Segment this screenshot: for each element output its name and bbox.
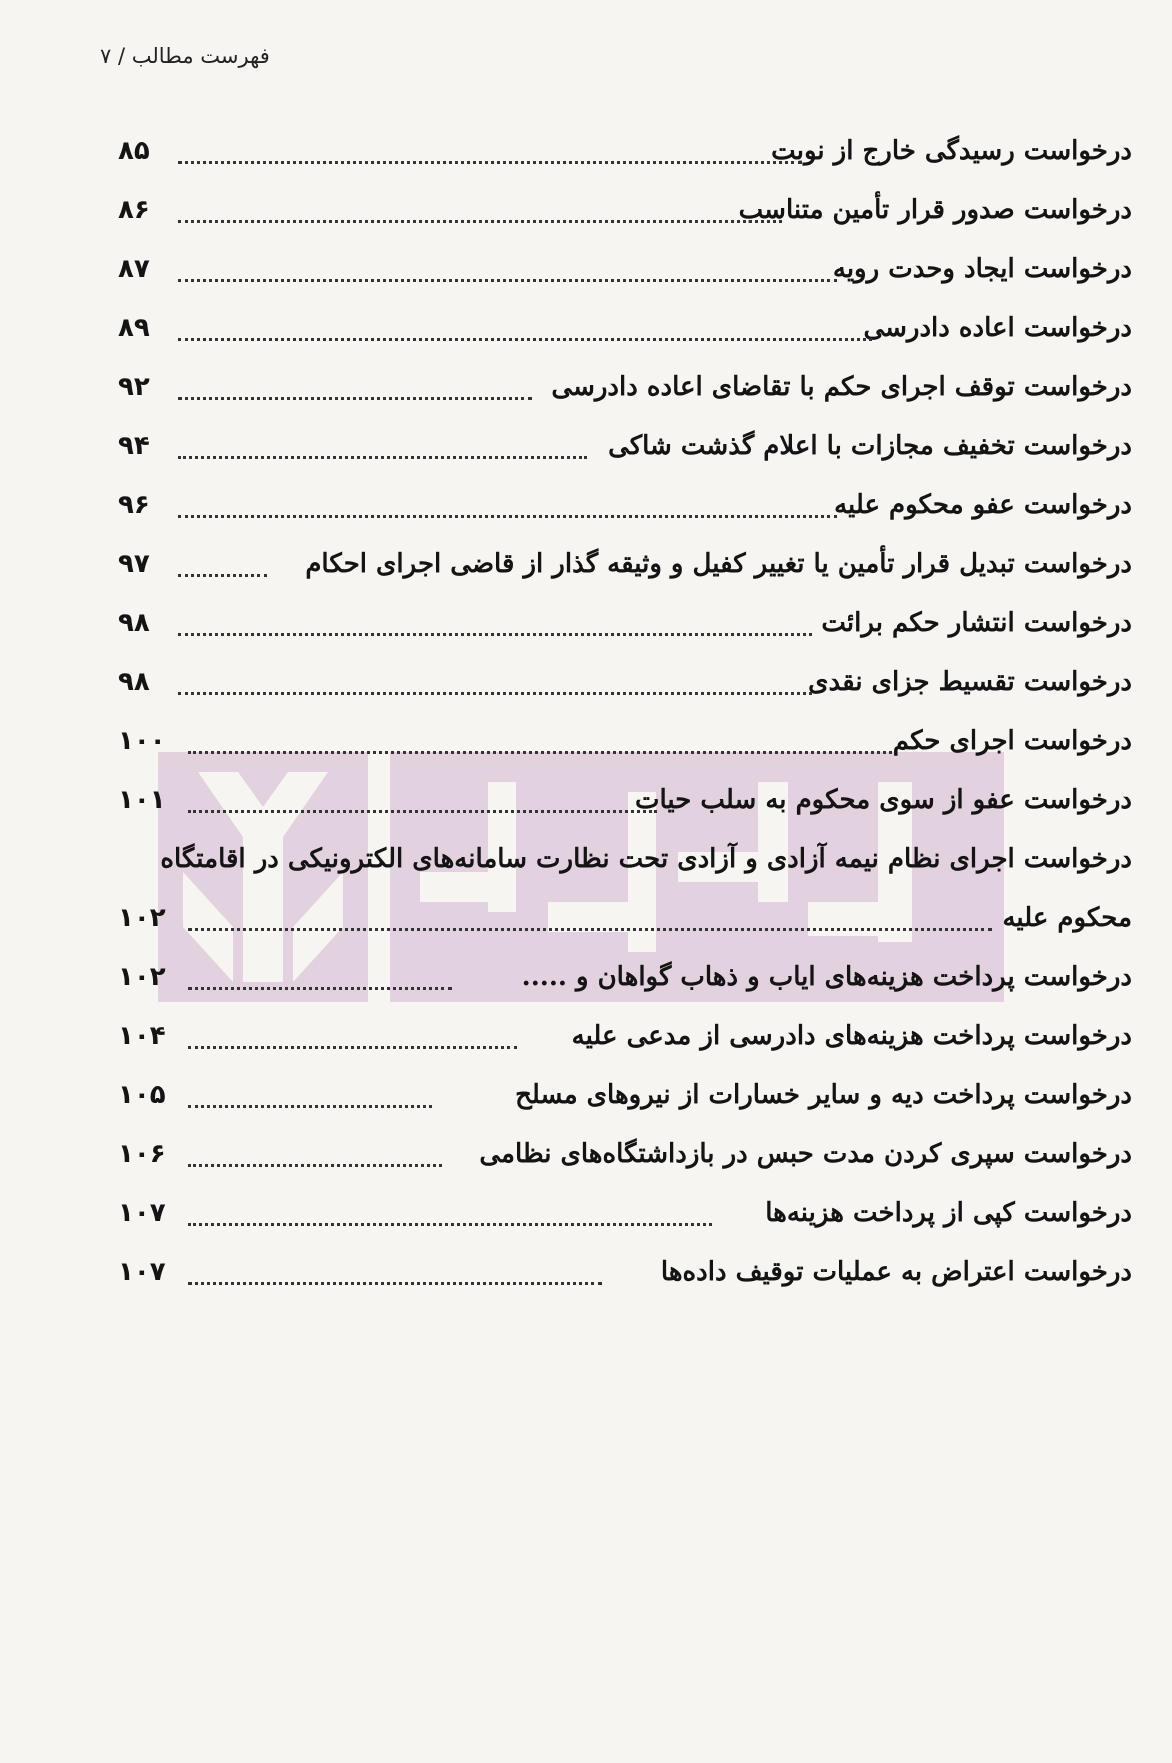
dot-leader [178,279,837,282]
toc-entry-continuation: محکوم علیه [1002,903,1132,933]
dot-leader [188,987,452,990]
toc-page-number: ۱۰۲ [118,962,166,992]
toc-page-number: ۱۰۴ [118,1021,166,1051]
toc-page-number: ۹۸ [118,608,150,638]
toc-entry [118,885,1132,951]
toc-entry [118,118,1132,184]
toc-page-number: ۹۲ [118,372,150,402]
toc-entry-title: درخواست عفو از سوی محکوم به سلب حیات [635,785,1132,815]
toc-page-number: ۱۰۰ [118,726,166,756]
toc-entry [118,1121,1132,1187]
toc-entry [118,472,1132,538]
toc-entry-first-line [118,826,1132,892]
toc-entry [118,767,1132,833]
toc-entry-title: درخواست توقف اجرای حکم با تقاضای اعاده دادرسی [551,372,1132,402]
dot-leader [188,751,892,754]
toc-page-number: ۹۷ [118,549,150,579]
toc-entry [118,236,1132,302]
toc-entry-title: درخواست اجرای حکم [892,726,1132,756]
running-head: فهرست مطالب / ۷ [100,44,270,68]
toc-entry-title: درخواست تقسیط جزای نقدی [808,667,1132,697]
toc-entry-title: درخواست کپی از پرداخت هزینه‌ها [765,1198,1132,1228]
toc-entry [118,531,1132,597]
toc-entry-title: درخواست اجرای نظام نیمه آزادی و آزادی تحت نظارت سامانه‌های الکترونیکی در اقامتگاه [160,844,1132,874]
toc-entry-title: درخواست سپری کردن مدت حبس در بازداشتگاه‌های نظامی [479,1139,1132,1169]
dot-leader [188,1046,517,1049]
toc-entry-title: درخواست پرداخت هزینه‌های ایاب و ذهاب گواهان و ..... [521,962,1132,992]
dot-leader [178,161,802,164]
toc-page-number: ۱۰۷ [118,1257,166,1287]
toc-page-number: ۹۶ [118,490,150,520]
dot-leader [178,574,267,577]
toc-page-number: ۱۰۶ [118,1139,166,1169]
dot-leader [178,692,812,695]
toc-page-number: ۱۰۵ [118,1080,166,1110]
toc-entry-title: درخواست انتشار حکم برائت [821,608,1132,638]
dot-leader [188,810,657,813]
toc-entry [118,1062,1132,1128]
toc-page-number: ۸۷ [118,254,150,284]
dot-leader [178,633,812,636]
toc-page-number: ۸۶ [118,195,150,225]
dot-leader [188,1282,602,1285]
toc-entry-title: درخواست عفو محکوم علیه [834,490,1132,520]
toc-entry [118,413,1132,479]
dot-leader [188,1164,442,1167]
dot-leader [178,397,532,400]
toc-entry [118,590,1132,656]
toc-page-number: ۱۰۲ [118,903,166,933]
dot-leader [178,220,782,223]
toc-entry-title: درخواست تخفیف مجازات با اعلام گذشت شاکی [608,431,1132,461]
toc-entry [118,1180,1132,1246]
toc-page-number: ۸۵ [118,136,150,166]
toc-entry [118,708,1132,774]
toc-entry-title: درخواست تبدیل قرار تأمین یا تغییر کفیل و وثیقه گذار از قاضی اجرای احکام [305,549,1132,579]
dot-leader [178,456,587,459]
toc-entry-title: درخواست رسیدگی خارج از نوبت [771,136,1132,166]
toc-page-number: ۹۸ [118,667,150,697]
dot-leader [188,928,992,931]
dot-leader [178,515,837,518]
toc-entry-title: درخواست اعاده دادرسی [863,313,1132,343]
toc-entry-title: درخواست پرداخت دیه و سایر خسارات از نیروهای مسلح [515,1080,1132,1110]
toc-entry [118,295,1132,361]
toc-page-number: ۸۹ [118,313,150,343]
toc-page-number: ۱۰۱ [118,785,166,815]
toc-entry-title: درخواست صدور قرار تأمین متناسب [738,195,1132,225]
toc-entry [118,1239,1132,1305]
toc-page-number: ۹۴ [118,431,150,461]
toc-entry [118,354,1132,420]
toc-entry [118,649,1132,715]
toc-entry-title: درخواست ایجاد وحدت رویه [832,254,1132,284]
toc-entry-title: درخواست اعتراض به عملیات توقیف داده‌ها [660,1257,1132,1287]
toc-entry [118,944,1132,1010]
dot-leader [188,1223,712,1226]
toc-entry [118,177,1132,243]
toc-entry [118,1003,1132,1069]
toc-page-number: ۱۰۷ [118,1198,166,1228]
toc-entry-title: درخواست پرداخت هزینه‌های دادرسی از مدعی علیه [571,1021,1132,1051]
dot-leader [188,1105,432,1108]
dot-leader [178,338,872,341]
